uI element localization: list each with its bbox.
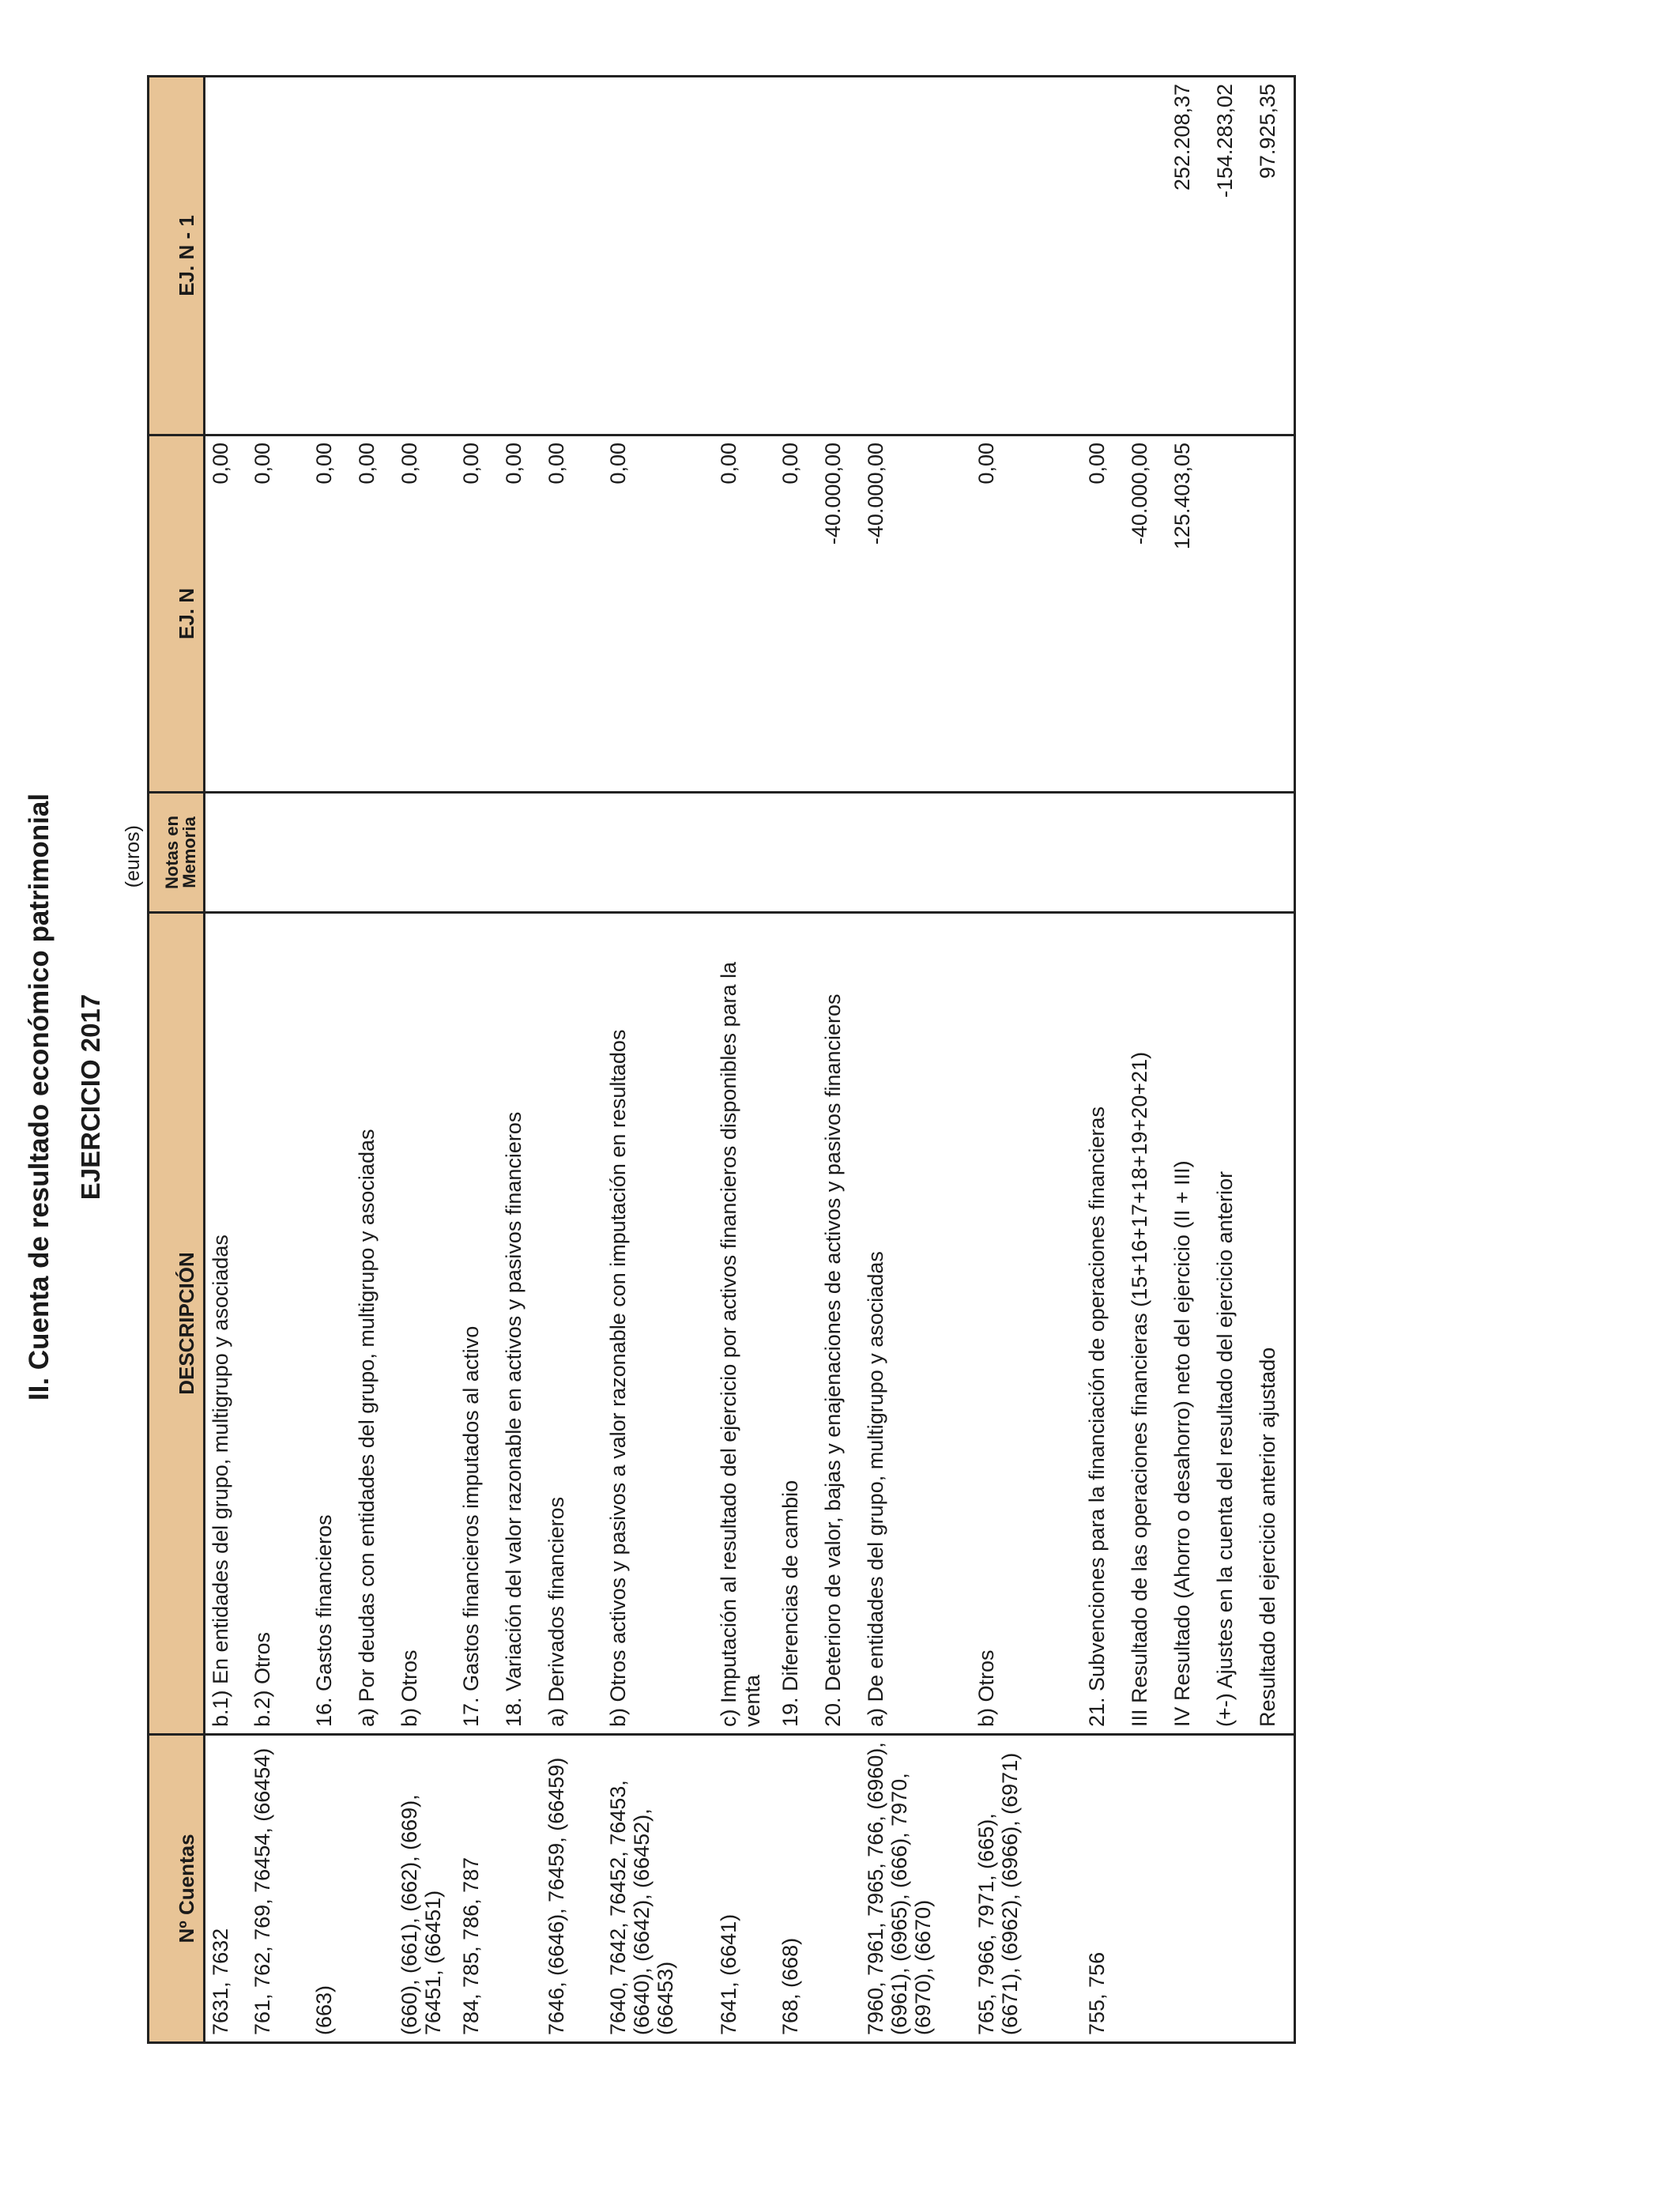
units-label: (euros) [122, 825, 144, 888]
cell-notas [247, 793, 309, 913]
cell-notas [1252, 793, 1295, 913]
cell-descripcion: b.2) Otros [247, 913, 309, 1735]
header-cuentas: Nº Cuentas [149, 1735, 205, 2043]
cell-notas [714, 793, 775, 913]
table-row [205, 77, 247, 2043]
table-row [247, 77, 309, 2043]
cell-ej-n: -40.000,00 [861, 435, 971, 793]
cell-descripcion: 19. Diferencias de cambio [775, 913, 818, 1735]
cell-cuentas [1124, 1735, 1167, 2043]
table-row [1167, 77, 1210, 2043]
cell-notas [603, 793, 714, 913]
table-row [603, 77, 714, 2043]
cell-ej-n1 [205, 77, 247, 435]
cell-notas [1167, 793, 1210, 913]
table-row [861, 77, 971, 2043]
cell-cuentas: 761, 762, 769, 76454, (66454) [247, 1735, 309, 2043]
cell-ej-n1 [499, 77, 541, 435]
cell-cuentas: (660), (661), (662), (669), 76451, (66451) [394, 1735, 456, 2043]
cell-ej-n: 0,00 [309, 435, 352, 793]
table-row [456, 77, 499, 2043]
cell-ej-n: 0,00 [499, 435, 541, 793]
cell-notas [309, 793, 352, 913]
cell-descripcion: a) Por deudas con entidades del grupo, multigrupo y asociadas [352, 913, 394, 1735]
header-notas: Notas en Memoria [149, 793, 205, 913]
cell-ej-n: 0,00 [352, 435, 394, 793]
cell-cuentas: 7960, 7961, 7965, 766, (6960), (6961), (6965), (666), 7970, (6970), (6670) [861, 1735, 971, 2043]
cell-ej-n: 0,00 [456, 435, 499, 793]
cell-descripcion: b) Otros [394, 913, 456, 1735]
cell-ej-n1 [541, 77, 603, 435]
cell-descripcion: b.1) En entidades del grupo, multigrupo y asociadas [205, 913, 247, 1735]
table-header-row [149, 77, 205, 2043]
table-row [394, 77, 456, 2043]
cell-cuentas [1252, 1735, 1295, 2043]
cell-descripcion: a) De entidades del grupo, multigrupo y asociadas [861, 913, 971, 1735]
header-ej-n1: EJ. N - 1 [149, 77, 205, 435]
cell-ej-n1: -154.283,02 [1210, 77, 1252, 435]
cell-notas [971, 793, 1082, 913]
cell-cuentas: 7640, 7642, 76452, 76453, (6640), (6642), (66452), (66453) [603, 1735, 714, 2043]
cell-ej-n: -40.000,00 [818, 435, 861, 793]
cell-cuentas: 7646, (6646), 76459, (66459) [541, 1735, 603, 2043]
cell-cuentas [1210, 1735, 1252, 2043]
cell-ej-n1 [603, 77, 714, 435]
cell-notas [818, 793, 861, 913]
cell-ej-n [1252, 435, 1295, 793]
cell-descripcion: 16. Gastos financieros [309, 913, 352, 1735]
table-row [309, 77, 352, 2043]
cell-ej-n1 [775, 77, 818, 435]
cell-ej-n: 0,00 [247, 435, 309, 793]
cell-cuentas: (663) [309, 1735, 352, 2043]
table-body [205, 77, 1295, 2043]
cell-ej-n: 0,00 [205, 435, 247, 793]
cell-notas [1124, 793, 1167, 913]
cell-ej-n: 0,00 [541, 435, 603, 793]
cell-cuentas: 7631, 7632 [205, 1735, 247, 2043]
cell-descripcion: Resultado del ejercicio anterior ajustado [1252, 913, 1295, 1735]
results-table [147, 75, 1296, 2044]
header-ej-n: EJ. N [149, 435, 205, 793]
cell-ej-n: 0,00 [775, 435, 818, 793]
cell-cuentas [499, 1735, 541, 2043]
cell-ej-n [1210, 435, 1252, 793]
table-row [818, 77, 861, 2043]
table-row [1124, 77, 1167, 2043]
table-row [1082, 77, 1124, 2043]
table-row [352, 77, 394, 2043]
cell-ej-n: 125.403,05 [1167, 435, 1210, 793]
cell-descripcion: 21. Subvenciones para la financiación de operaciones financieras [1082, 913, 1124, 1735]
cell-notas [1210, 793, 1252, 913]
cell-descripcion: a) Derivados financieros [541, 913, 603, 1735]
document-subtitle: EJERCICIO 2017 [76, 993, 105, 1201]
cell-cuentas [818, 1735, 861, 2043]
table-row [1210, 77, 1252, 2043]
cell-ej-n1 [394, 77, 456, 435]
cell-ej-n1: 97.925,35 [1252, 77, 1295, 435]
cell-notas [456, 793, 499, 913]
cell-notas [1082, 793, 1124, 913]
cell-notas [205, 793, 247, 913]
header-descripcion: DESCRIPCIÓN [149, 913, 205, 1735]
cell-ej-n1: 252.208,37 [1167, 77, 1210, 435]
cell-descripcion: 20. Deterioro de valor, bajas y enajenaciones de activos y pasivos financieros [818, 913, 861, 1735]
table-row [775, 77, 818, 2043]
cell-notas [352, 793, 394, 913]
cell-descripcion: 17. Gastos financieros imputados al activo [456, 913, 499, 1735]
cell-ej-n1 [1082, 77, 1124, 435]
cell-descripcion: b) Otros [971, 913, 1082, 1735]
cell-cuentas [352, 1735, 394, 2043]
cell-ej-n: -40.000,00 [1124, 435, 1167, 793]
cell-notas [861, 793, 971, 913]
document-title: II. Cuenta de resultado económico patrimonial [24, 793, 55, 1401]
cell-cuentas: 7641, (6641) [714, 1735, 775, 2043]
table-row [499, 77, 541, 2043]
cell-ej-n1 [1124, 77, 1167, 435]
cell-ej-n1 [247, 77, 309, 435]
cell-ej-n: 0,00 [1082, 435, 1124, 793]
cell-cuentas: 768, (668) [775, 1735, 818, 2043]
cell-ej-n1 [352, 77, 394, 435]
cell-descripcion: IV Resultado (Ahorro o desahorro) neto del ejercicio (II + III) [1167, 913, 1210, 1735]
cell-cuentas: 765, 7966, 7971, (665), (6671), (6962), (6966), (6971) [971, 1735, 1082, 2043]
cell-ej-n1 [818, 77, 861, 435]
cell-ej-n1 [861, 77, 971, 435]
cell-ej-n1 [714, 77, 775, 435]
table-row [1252, 77, 1295, 2043]
table-row [714, 77, 775, 2043]
cell-ej-n: 0,00 [714, 435, 775, 793]
cell-ej-n1 [971, 77, 1082, 435]
table-row [541, 77, 603, 2043]
cell-ej-n: 0,00 [394, 435, 456, 793]
cell-ej-n1 [456, 77, 499, 435]
cell-notas [499, 793, 541, 913]
cell-descripcion: III Resultado de las operaciones financieras (15+16+17+18+19+20+21) [1124, 913, 1167, 1735]
cell-cuentas: 784, 785, 786, 787 [456, 1735, 499, 2043]
cell-descripcion: 18. Variación del valor razonable en activos y pasivos financieros [499, 913, 541, 1735]
cell-notas [541, 793, 603, 913]
cell-cuentas: 755, 756 [1082, 1735, 1124, 2043]
cell-descripcion: b) Otros activos y pasivos a valor razonable con imputación en resultados [603, 913, 714, 1735]
cell-notas [394, 793, 456, 913]
cell-descripcion: (+-) Ajustes en la cuenta del resultado del ejercicio anterior [1210, 913, 1252, 1735]
cell-ej-n: 0,00 [971, 435, 1082, 793]
cell-notas [775, 793, 818, 913]
cell-ej-n1 [309, 77, 352, 435]
table-row [971, 77, 1082, 2043]
cell-ej-n: 0,00 [603, 435, 714, 793]
cell-descripcion: c) Imputación al resultado del ejercicio por activos financieros disponibles para la venta [714, 913, 775, 1735]
cell-cuentas [1167, 1735, 1210, 2043]
